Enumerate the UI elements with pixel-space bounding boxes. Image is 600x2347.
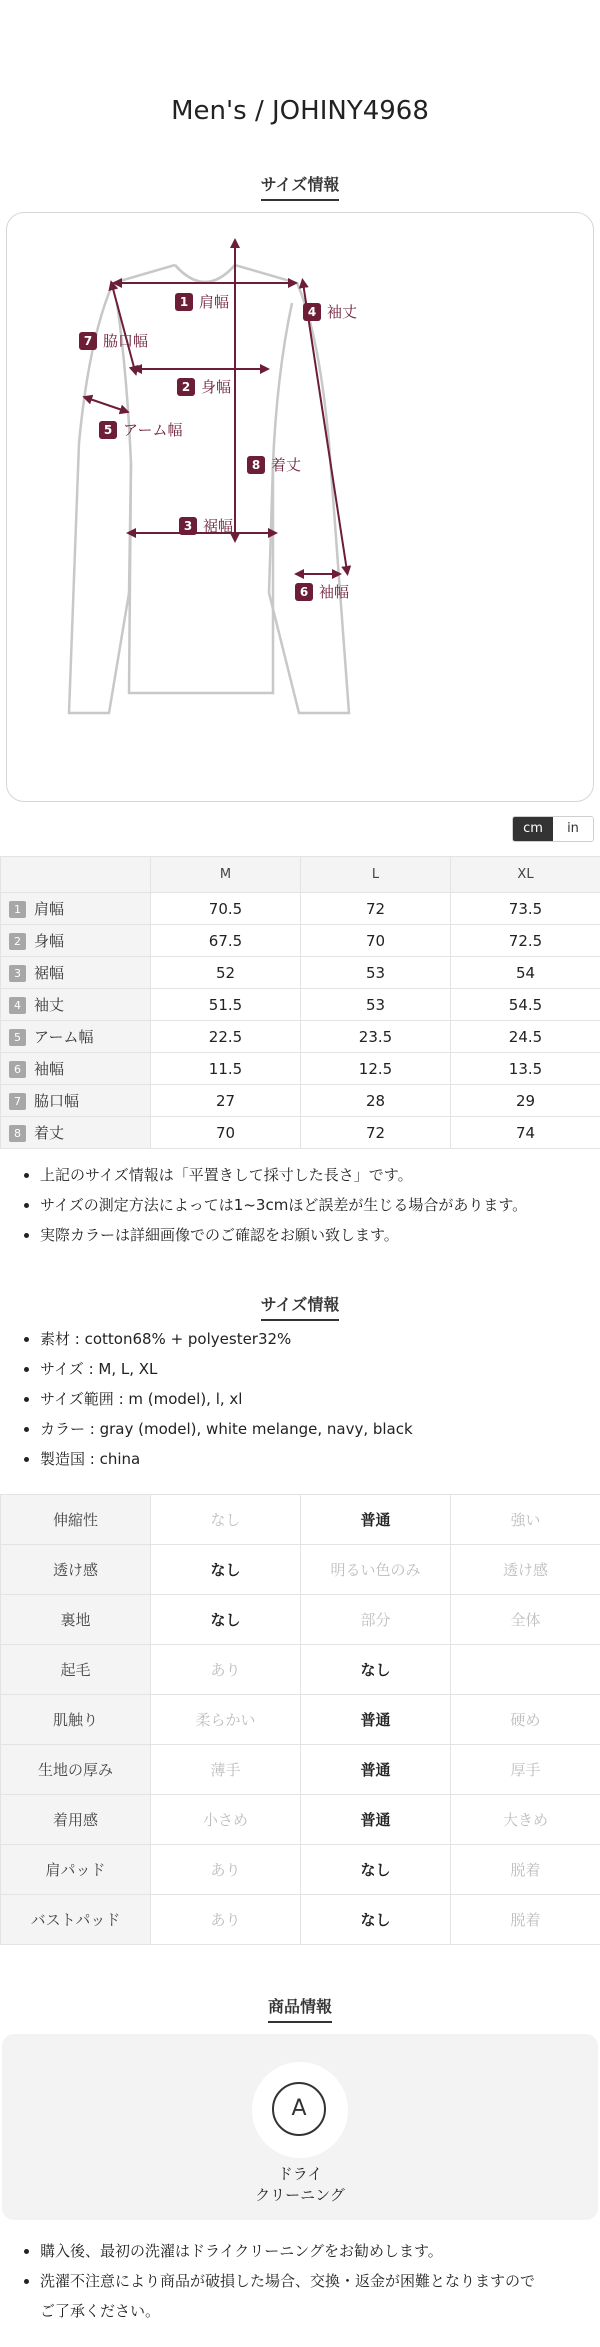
property-label: 生地の厚み — [1, 1745, 151, 1795]
label-body — [177, 376, 231, 397]
property-option: なし — [301, 1895, 451, 1945]
property-option: 小さめ — [151, 1795, 301, 1845]
list-item-line: 洗濯不注意により商品が破損した場合、交換・返金が困難となりますので — [40, 2272, 536, 2290]
property-option: 柔らかい — [151, 1695, 301, 1745]
property-option: なし — [301, 1645, 451, 1695]
property-label: 裏地 — [1, 1595, 151, 1645]
row-number: 8 — [9, 1125, 26, 1142]
label-body-text: 身幅 — [201, 378, 232, 396]
size-cell: 13.5 — [451, 1053, 600, 1085]
garment-diagram — [6, 212, 594, 802]
property-label: 着用感 — [1, 1795, 151, 1845]
list-item: • 素材 : cotton68% + polyester32% — [40, 1324, 600, 1354]
property-option: 脱着 — [451, 1895, 600, 1945]
label-armhole-text: 脇口幅 — [103, 332, 149, 350]
size-col-header: L — [301, 857, 451, 893]
property-option: 厚手 — [451, 1745, 600, 1795]
table-row — [1, 1795, 600, 1845]
size-cell: 72 — [301, 893, 451, 925]
property-option: あり — [151, 1895, 301, 1945]
label-shoulder-text: 肩幅 — [199, 293, 230, 311]
size-section-heading — [0, 172, 600, 201]
table-row — [1, 1495, 600, 1545]
label-arm-text: アーム幅 — [123, 421, 183, 439]
size-cell: 54.5 — [451, 989, 600, 1021]
table-row — [1, 1085, 600, 1117]
product-section-heading — [0, 1994, 600, 2023]
product-section-title: 商品情報 — [268, 1994, 332, 2023]
row-number: 6 — [9, 1061, 26, 1078]
row-label — [1, 893, 151, 925]
care-icon-circle — [252, 2062, 348, 2158]
care-label-line1: ドライ — [277, 2165, 323, 2183]
info-section-heading — [0, 1292, 600, 1321]
property-option: 薄手 — [151, 1745, 301, 1795]
property-option: なし — [151, 1495, 301, 1545]
size-table-corner — [1, 857, 151, 893]
size-cell: 67.5 — [151, 925, 301, 957]
table-row — [1, 1695, 600, 1745]
size-cell: 53 — [301, 957, 451, 989]
row-label-text: 着丈 — [34, 1124, 65, 1142]
row-label — [1, 1085, 151, 1117]
property-option: 脱着 — [451, 1845, 600, 1895]
row-label-text: アーム幅 — [34, 1028, 94, 1046]
size-cell: 53 — [301, 989, 451, 1021]
size-cell: 72 — [301, 1117, 451, 1149]
list-item — [40, 2266, 600, 2326]
badge-armhole: 7 — [79, 332, 97, 350]
list-item: • 購入後、最初の洗濯はドライクリーニングをお勧めします。 — [40, 2236, 600, 2266]
property-option: 普通 — [301, 1695, 451, 1745]
table-row — [1, 1021, 600, 1053]
row-label — [1, 925, 151, 957]
table-row — [1, 1545, 600, 1595]
unit-toggle — [512, 816, 594, 842]
property-label: 透け感 — [1, 1545, 151, 1595]
row-number: 1 — [9, 901, 26, 918]
label-hem-text: 裾幅 — [203, 517, 234, 535]
label-cuff — [295, 581, 349, 602]
table-row — [1, 925, 600, 957]
row-number: 3 — [9, 965, 26, 982]
property-option: 普通 — [301, 1795, 451, 1845]
badge-body: 2 — [177, 378, 195, 396]
row-label — [1, 989, 151, 1021]
unit-in-button[interactable]: in — [553, 817, 593, 841]
size-cell: 27 — [151, 1085, 301, 1117]
table-row — [1, 893, 600, 925]
badge-arm: 5 — [99, 421, 117, 439]
unit-cm-button[interactable]: cm — [513, 817, 553, 841]
table-row — [1, 1117, 600, 1149]
row-label-text: 脇口幅 — [34, 1092, 80, 1110]
property-option: 大きめ — [451, 1795, 600, 1845]
label-cuff-text: 袖幅 — [319, 583, 350, 601]
label-hem — [179, 515, 233, 536]
list-item: • 実際カラーは詳細画像でのご確認をお願い致します。 — [40, 1220, 600, 1250]
size-cell: 29 — [451, 1085, 600, 1117]
list-item: • サイズ範囲 : m (model), l, xl — [40, 1384, 600, 1414]
label-shoulder — [175, 291, 229, 312]
table-row — [1, 1595, 600, 1645]
property-option: なし — [151, 1595, 301, 1645]
size-cell: 72.5 — [451, 925, 600, 957]
badge-sleeve: 4 — [303, 303, 321, 321]
info-section-title: サイズ情報 — [261, 1292, 340, 1321]
row-label-text: 袖幅 — [34, 1060, 65, 1078]
size-table — [0, 856, 600, 1149]
row-label — [1, 1021, 151, 1053]
product-notes — [0, 2236, 600, 2326]
dry-clean-icon: A — [272, 2082, 326, 2136]
row-label-text: 袖丈 — [34, 996, 65, 1014]
property-option: あり — [151, 1845, 301, 1895]
size-cell: 54 — [451, 957, 600, 989]
table-row — [1, 989, 600, 1021]
property-label: 肌触り — [1, 1695, 151, 1745]
badge-cuff: 6 — [295, 583, 313, 601]
property-option: 硬め — [451, 1695, 600, 1745]
label-length — [247, 454, 301, 475]
property-label: 肩パッド — [1, 1845, 151, 1895]
row-number: 2 — [9, 933, 26, 950]
row-number: 4 — [9, 997, 26, 1014]
size-cell: 52 — [151, 957, 301, 989]
table-row — [1, 1845, 600, 1895]
sweater-outline — [7, 213, 595, 803]
list-item: • 製造国 : china — [40, 1444, 600, 1474]
property-option: 全体 — [451, 1595, 600, 1645]
size-cell: 70 — [151, 1117, 301, 1149]
size-cell: 70 — [301, 925, 451, 957]
row-label — [1, 1117, 151, 1149]
list-item: • サイズ : M, L, XL — [40, 1354, 600, 1384]
size-cell: 23.5 — [301, 1021, 451, 1053]
label-sleeve — [303, 301, 357, 322]
size-cell: 74 — [451, 1117, 600, 1149]
size-section-title: サイズ情報 — [261, 172, 340, 201]
label-arm — [99, 419, 183, 440]
size-cell: 22.5 — [151, 1021, 301, 1053]
size-cell: 11.5 — [151, 1053, 301, 1085]
care-label-line2: クリーニング — [255, 2186, 345, 2204]
row-label — [1, 1053, 151, 1085]
size-col-header: M — [151, 857, 301, 893]
label-armhole — [79, 330, 148, 351]
property-option: 部分 — [301, 1595, 451, 1645]
size-cell: 70.5 — [151, 893, 301, 925]
badge-shoulder: 1 — [175, 293, 193, 311]
property-option: 強い — [451, 1495, 600, 1545]
size-cell: 51.5 — [151, 989, 301, 1021]
row-label — [1, 957, 151, 989]
property-option: 明るい色のみ — [301, 1545, 451, 1595]
property-label: 伸縮性 — [1, 1495, 151, 1545]
property-option: あり — [151, 1645, 301, 1695]
label-sleeve-text: 袖丈 — [327, 303, 358, 321]
fabric-property-table — [0, 1494, 600, 1945]
table-row — [1, 1053, 600, 1085]
property-label: 起毛 — [1, 1645, 151, 1695]
row-label-text: 身幅 — [34, 932, 65, 950]
list-item: • 上記のサイズ情報は「平置きして採寸した長さ」です。 — [40, 1160, 600, 1190]
label-length-text: 着丈 — [271, 456, 302, 474]
size-cell: 12.5 — [301, 1053, 451, 1085]
product-info-list — [0, 1324, 600, 1474]
table-row — [1, 1645, 600, 1695]
property-option: 普通 — [301, 1745, 451, 1795]
table-row — [1, 957, 600, 989]
property-option: 普通 — [301, 1495, 451, 1545]
size-notes — [0, 1160, 600, 1250]
size-cell: 24.5 — [451, 1021, 600, 1053]
badge-length: 8 — [247, 456, 265, 474]
row-number: 7 — [9, 1093, 26, 1110]
property-label: バストパッド — [1, 1895, 151, 1945]
row-number: 5 — [9, 1029, 26, 1046]
size-cell: 28 — [301, 1085, 451, 1117]
property-option: 透け感 — [451, 1545, 600, 1595]
list-item: • カラー : gray (model), white melange, navy, black — [40, 1414, 600, 1444]
table-row — [1, 1895, 600, 1945]
property-option — [451, 1645, 600, 1695]
size-col-header: XL — [451, 857, 600, 893]
care-card — [2, 2034, 598, 2220]
care-label — [2, 2164, 598, 2206]
property-option: なし — [151, 1545, 301, 1595]
row-label-text: 肩幅 — [34, 900, 65, 918]
table-row — [1, 1745, 600, 1795]
property-option: なし — [301, 1845, 451, 1895]
badge-hem: 3 — [179, 517, 197, 535]
size-cell: 73.5 — [451, 893, 600, 925]
page-title: Men's / JOHINY4968 — [171, 96, 429, 126]
size-table-header — [1, 857, 600, 893]
list-item: • サイズの測定方法によっては1~3cmほど誤差が生じる場合があります。 — [40, 1190, 600, 1220]
row-label-text: 裾幅 — [34, 964, 65, 982]
list-item-line: ご了承ください。 — [40, 2302, 161, 2320]
